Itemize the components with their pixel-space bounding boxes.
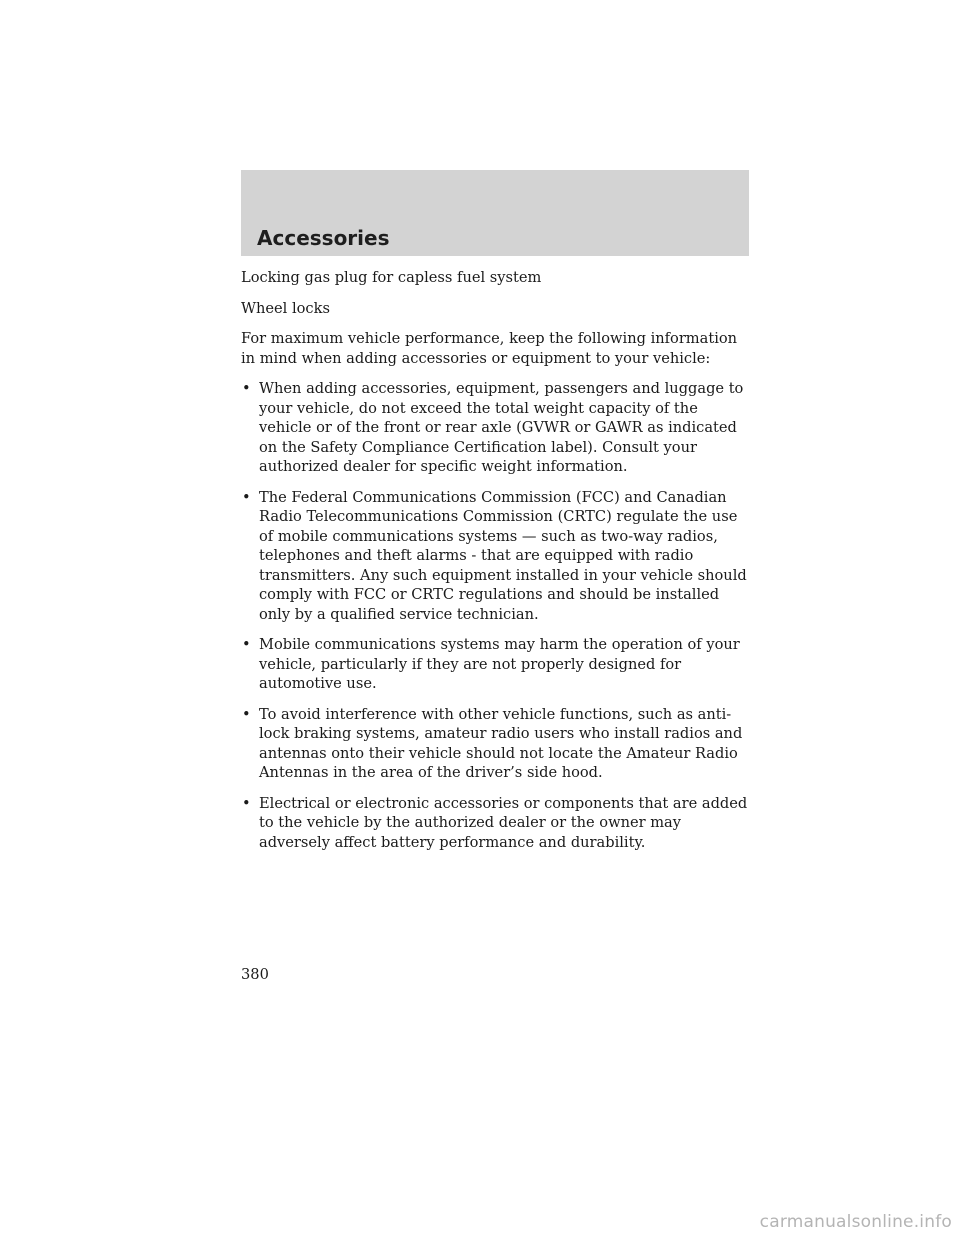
bullet-icon: • xyxy=(242,705,251,723)
bullet-item xyxy=(241,794,751,853)
page-number: 380 xyxy=(241,966,269,983)
bullet-text: The Federal Communications Commission (FCC) and Canadian Radio Telecommunications Commission (CRTC) regulate the use of mobile communications systems — such as two-way radios, telephones and theft alarms - that are equipped with radio transmitters. Any such equipment installed in your vehicle should comply with FCC or CRTC regulations and should be installed only by a qualified service technician. xyxy=(259,488,747,623)
bullet-list xyxy=(241,379,751,852)
bullet-item xyxy=(241,705,751,783)
bullet-item xyxy=(241,488,751,625)
bullet-text: Electrical or electronic accessories or components that are added to the vehicle by the authorized dealer or the owner may adversely affect battery performance and durability. xyxy=(259,794,748,851)
bullet-text: When adding accessories, equipment, passengers and luggage to your vehicle, do not exceed the total weight capacity of the vehicle or of the front or rear axle (GVWR or GAWR as indicated on the Safety Compliance Certification label). Consult your authorized dealer for specific weight information. xyxy=(259,380,744,475)
bullet-icon: • xyxy=(242,794,251,812)
intro-item: Locking gas plug for capless fuel system xyxy=(241,269,542,286)
bullet-text: Mobile communications systems may harm the operation of your vehicle, particularly if they are not properly designed for automotive use. xyxy=(259,636,740,692)
page-content xyxy=(241,268,751,863)
bullet-item xyxy=(241,379,751,477)
bullet-text: To avoid interference with other vehicle functions, such as anti-lock braking systems, amateur radio users who install radios and antennas onto their vehicle should not locate the Amateur Radio Antennas in the area of the driver’s side hood. xyxy=(259,705,743,781)
section-title: Accessories xyxy=(257,226,390,250)
bullet-icon: • xyxy=(242,636,251,653)
bullet-icon: • xyxy=(242,380,251,397)
site-watermark: carmanualsonline.info xyxy=(759,1212,952,1232)
bullet-icon: • xyxy=(242,488,251,506)
section-header-band xyxy=(241,170,749,256)
bullet-item xyxy=(241,635,751,694)
intro-lead: For maximum vehicle performance, keep the following information in mind when adding accessories or equipment to your vehicle: xyxy=(241,330,738,367)
intro-item: Wheel locks xyxy=(241,299,330,317)
